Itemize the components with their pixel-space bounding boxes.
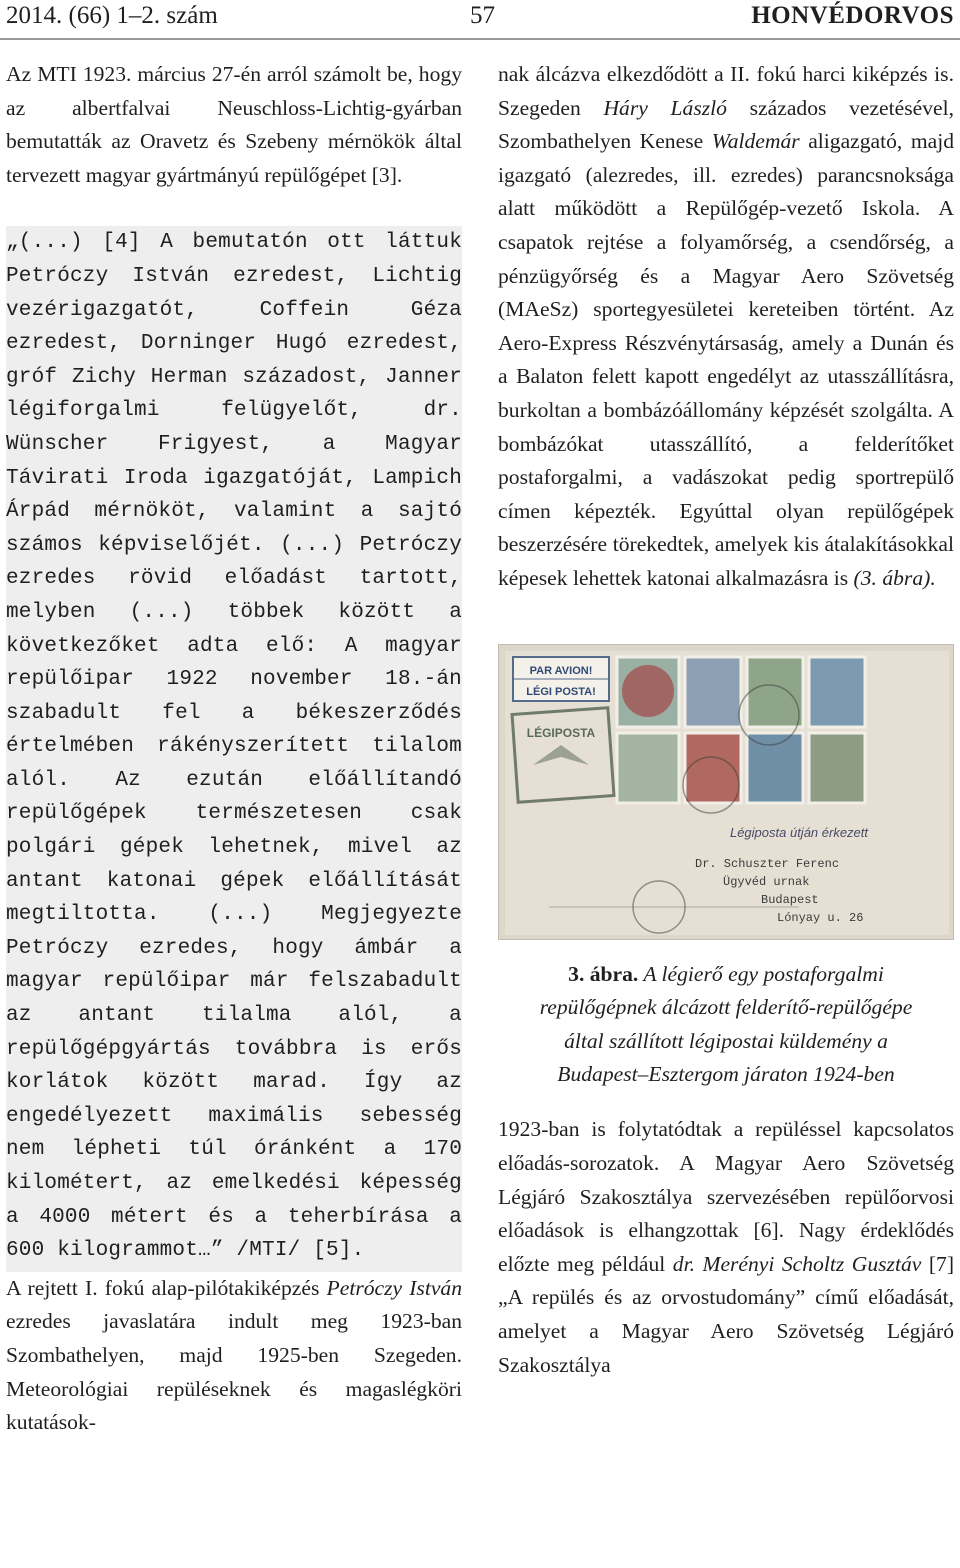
- airmail-label: [513, 657, 609, 701]
- paragraph-mti-report: Az MTI 1923. március 27-én arról számolt be, hogy az albertfalvai Neuschloss-Lichtig-gyárban bemutatták az Oravetz és Szebeny mérnökök által tervezett magyar gyártmányú repülőgépet [3].: [6, 62, 462, 187]
- figure-caption: [498, 958, 954, 1092]
- paragraph-lectures: 1923-ban is folytatódtak a repüléssel kapcsolatos előadás-sorozatok. A Magyar Aero Szövetség Légjáró Szakosztálya szervezésében repülőorvosi előadások is elhangzottak [6]. Nagy érdeklődés előzte meg például dr. Merényi Scholtz Gusztáv [7] „A repülés és az orvostudomány” című előadását, amelyet a Magyar Aero Szövetség Légjáró Szakosztálya: [498, 1117, 955, 1377]
- quote-text: „(...) [4] A bemutatón ott láttuk Petróczy István ezredest, Lichtig vezérigazgatót, Coffein Géza ezredest, Dorninger Hugó ezredest, gróf Zichy Herman századost, Janner légiforgalmi felügyelőt, dr. Wünscher Frigyest, a Magyar Távirati Iroda igazgatóját, Lampich Árpád mérnököt, valamint a sajtó számos képviselőjét. (...) Petróczy ezredes rövid előadást tartott, melyben (...) többek között a következőket adta elő: A magyar repülőipar 1922 november 18.-án szabadult fel a békeszerződés értelmében rákényszerített tilalom alól. Az ezután előállítandó repülőgépek természetesen csak polgári gépek lehetnek, mivel az antant katonai gépek előállítását megtiltotta. (...) Megjegyezte Petróczy ezredes, hogy ámbár a magyar repülőipar már felszabadult az antant tilalma alól, a repülőgépgyártás továbbra is erős korlátok között marad. Így az engedélyezett maximális sebesség nem lépheti túl óránként a 170 kilométert, az emelkedési képesség a 4000 métert és a teherbírása a 600 kilogrammot…” /MTI/ [5].: [6, 231, 462, 1263]
- figure-reference: (3. ábra).: [853, 565, 936, 590]
- left-column: [6, 58, 462, 1440]
- svg-text:Ügyvéd urnak: Ügyvéd urnak: [723, 874, 810, 889]
- page-number: 57: [470, 2, 495, 29]
- journal-title: HONVÉDORVOS: [751, 2, 954, 29]
- page-header: [0, 0, 960, 34]
- issue-info: 2014. (66) 1–2. szám: [6, 2, 218, 29]
- paragraph-combat-training: nak álcázva elkezdődött a II. fokú harci kiképzés is. Szegeden Háry László százados vezetésével, Szombathelyen Kenese Waldemár aligazgató, majd igazgató (alezredes, ill. ezredes) parancsnoksága alatt működött a Repülőgép-vezető Iskola. A csapatok rejtése a folyamőrség, a csendőrség, a pénzügyőrség és a Magyar Aero Szövetség (MAeSz) sportegyesületei kereteiben történt. Az Aero-Express Részvénytársaság, amely a Dunán és a Balaton felett kapott engedélyt az utasszállításra, burkoltan a bombázóállomány képzését szolgálta. A bombázókat utasszállító, a felderítőket postaforgalmi, a vadászokat pedig sportrepülő címen képezték. Egyúttal olyan repülőgépek beszerzésére törekedtek, amelyek kis átalakításokkal képesek lehettek katonai alkalmazásra is (3. ábra).: [498, 62, 955, 590]
- envelope-image: [499, 645, 954, 940]
- svg-text:Lónyay u. 26: Lónyay u. 26: [777, 910, 864, 925]
- svg-text:LÉGIPOSTA: LÉGIPOSTA: [526, 725, 596, 740]
- svg-text:Dr. Schuszter Ferenc: Dr. Schuszter Ferenc: [695, 856, 840, 871]
- svg-text:Budapest: Budapest: [761, 892, 819, 907]
- svg-text:LÉGI POSTA!: LÉGI POSTA!: [526, 685, 596, 698]
- caption-label: 3. ábra.: [568, 961, 639, 986]
- quoted-block: [6, 226, 462, 1271]
- person-name: Petróczy István: [326, 1275, 463, 1300]
- postage-stamps: [617, 657, 865, 813]
- person-name: dr. Merényi Scholtz Gusztáv: [672, 1251, 922, 1276]
- svg-text:PAR AVION!: PAR AVION!: [529, 664, 593, 677]
- figure-airmail-envelope: [498, 644, 954, 940]
- paragraph-pilot-training: A rejtett I. fokú alap-pilótakiképzés Petróczy István ezredes javaslatára indult meg 1923-ban Szombathelyen, majd 1925-ben Szegeden. Meteorológiai repüléseknek és magaslégköri kutatások-: [6, 1275, 463, 1435]
- person-name: Waldemár: [711, 129, 800, 154]
- person-name: Háry László: [603, 95, 727, 120]
- caption-text: A légierő egy postaforgalmi repülőgépnek álcázott felderítő-repülőgépe által szállított légipostai küldemény a Budapest–Esztergom járaton 1924-ben: [539, 961, 913, 1087]
- header-rule: [0, 38, 960, 40]
- arrival-handstamp: Légiposta útján érkezett: [729, 824, 869, 840]
- right-column: [498, 58, 954, 1382]
